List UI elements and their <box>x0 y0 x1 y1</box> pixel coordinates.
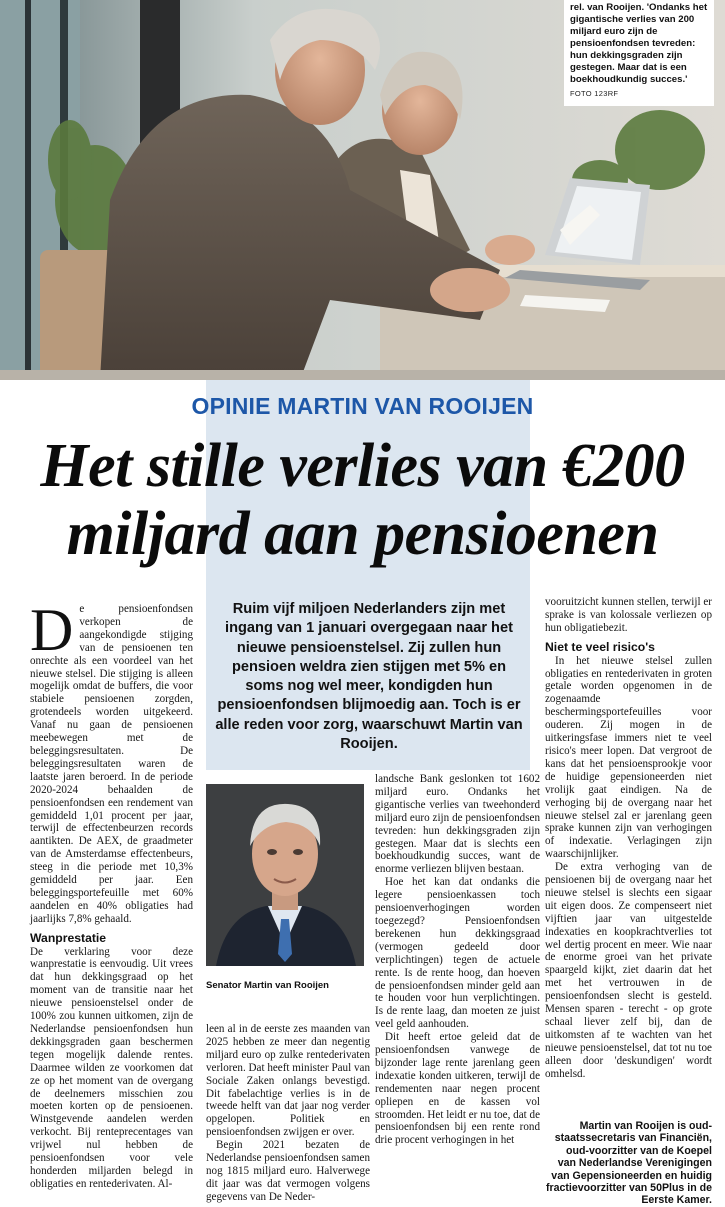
headline-line-1: Het stille verlies van €200 <box>40 432 685 500</box>
author-portrait <box>206 784 364 966</box>
paragraph: De extra verhoging van de pensioenen bij de overgang naar het nieuwe stelsel is slechts een sigaar uit eigen doos. Ze compenseert niet vijftien jaar van uitgestelde indexaties en koopkrachtverlies tot wel dertig procent en meer. Wie naar de enorme groei van het private spaargeld kijkt, ziet daarin dat het met het vertrouwen in de pensioenfondsen slecht is gesteld. Mensen sparen - terecht - op grote schaal liever zelf bij, dan de uitkomsten af te wachten van het nieuwe pensioenstelsel, dat tot nu toe alleen door 'deskundigen' wordt omhelsd. <box>545 861 712 1080</box>
paragraph: De verklaring voor deze wanprestatie is eenvoudig. Uit vrees dat hun dekkingsgraad op het moment van de transitie naar het nieuwe pensioenstelsel onder de 100% zou kunnen uitkomen, zijn de Nederlandse pensioenfondsen hun dekkingsgraden gaan beschermen tegen mogelijk dalende rentes. Daarmee wilden ze voorkomen dat ze op het moment van de overgang de deelnemers misschien zou moeten korten op de pensioenen. Winstgevende aandelen werden verkocht. Bij renteprecentages van vrijwel nul hebben de pensioenfondsen voor vele honderden miljarden belegd in obligaties en rentederivaten. Al- <box>30 945 193 1190</box>
subheading-wanprestatie: Wanprestatie <box>30 930 107 945</box>
paragraph: e pensioenfondsen verkopen de aangekondigde stijging van de pensioenen ten onrechte als een voordeel van het nieuwe stelsel. Die stijging is alleen mogelijk omdat de buffers, die voor stabiele pensioenen zorgden, grotendeels worden uitgekeerd. Vanaf nu gaan de pensioenen meebewegen met de beleggingsresultaten. De beleggingsresultaten waren de laatste jaren beroerd. In de periode 2020-2024 behaalden de pensioenfondsen een rendement van gemiddeld 1,01 procent per jaar, terwijl de effectenbeurzen records aantikten. De AEX, de graadmeter van de Amsterdamse effectenbeurs, steeg in die periode met 10,3% gemiddeld per jaar. Een beleggingsportefeuille met 60% aandelen en 40% obligaties had jaarlijks 7,8% gehaald. <box>30 603 193 925</box>
paragraph: In het nieuwe stelsel zullen obligaties en rentederivaten in groten getale worden opgenomen in de zogenaamde beschermingsportefeuilles voor ouderen. Zij mogen in de uitkeringsfase immers niet te veel risico's meer lopen. Dat vergroot de kans dat het pensioensprookje voor de huidige gepensioneerden niet vrolijk gaat eindigen. Na de verhoging bij de overgang naar het nieuwe stelsel zal er jarenlang geen sprake kunnen zijn van verhogingen of indexatie. Verlagingen zijn waarschijnlijker. <box>545 654 712 861</box>
paragraph: landsche Bank geslonken tot 1602 miljard euro. Ondanks het gigantische verlies van tweehonderd miljard euro zijn de pensioenfondsen tevreden: hun dekkingsgraden zijn gestegen. Maar dat is slechts een boekhoudkundig succes, want de enorme verliezen blijven bestaan. <box>375 773 540 876</box>
portrait-caption: Senator Martin van Rooijen <box>206 980 329 991</box>
paragraph: vooruitzicht kunnen stellen, terwijl er sprake is van kolossale verliezen op hun obligatiebezit. <box>545 596 712 634</box>
article-intro: Ruim vijf miljoen Nederlanders zijn met ingang van 1 januari overgegaan naar het nieuwe pensioenstelsel. Zij zullen hun pensioen weldra zien stijgen met 5% en soms nog wel meer, kondigden hun pensioenfondsen blijmoedig aan. Toch is er alle reden voor zorg, waarschuwt Martin van Rooijen. <box>215 601 523 753</box>
drop-cap: D <box>30 597 74 663</box>
column-2-lower <box>206 1023 370 1204</box>
paragraph: Dit heeft ertoe geleid dat de pensioenfondsen vanwege de bijzonder lage rente jarenlang geen indexatie konden uitkeren, terwijl de rendementen naar negen procent opliepen en de kassen vol stroomden. Het leidt er nu toe, dat de pensioenfondsen bij een rente rond drie procent verhogingen in het <box>375 1031 540 1147</box>
article-headline <box>0 432 725 568</box>
paragraph: leen al in de eerste zes maanden van 2025 hebben ze meer dan negentig miljard euro op zulke rentederivaten verloren. Dat heeft minister Paul van Sociale Zaken onlangs bevestigd. Dit fabelachtige verlies is in de tweede helft van dat jaar nog verder opgelopen. Politiek en pensioenfondsen zwijgen er over. <box>206 1023 370 1139</box>
column-3 <box>375 773 540 1147</box>
author-bio: Martin van Rooijen is oud-staatssecretaris van Financiën, oud-voorzitter van de Koepel van Nederlandse Verenigingen van Gepensioneerden en huidig fractievoorzitter van 50Plus in de Eerste Kamer. <box>545 1120 712 1207</box>
article-kicker: OPINIE MARTIN VAN ROOIJEN <box>191 393 534 419</box>
portrait-illustration <box>206 784 364 966</box>
hero-photo <box>0 0 725 380</box>
photo-caption-text: rel. van Rooijen. 'Ondanks het gigantische verlies van 200 miljard euro zijn de pensioenfondsen tevreden: hun dekkingsgraden zijn gestegen. Maar dat is een boekhoudkundig succes.' <box>570 2 708 85</box>
photo-credit: FOTO 123RF <box>570 89 619 98</box>
column-1 <box>30 597 193 1191</box>
photo-caption <box>564 0 714 106</box>
paragraph: Begin 2021 bezaten de Nederlandse pensioenfondsen samen nog 1815 miljard euro. Halverwege dit jaar was dat vermogen volgens gegevens van De Neder- <box>206 1139 370 1203</box>
paragraph: Hoe het kan dat ondanks die legere pensioenkassen toch pensioenverhogingen worden toegezegd? Pensioenfondsen berekenen hun dekkingsgraad (vermogen gedeeld door verplichtingen) tegen de actuele rente. Is de rente hoog, dan hoeven de pensioenfondsen minder geld aan te houden voor hun verplichtingen. Is de rente laag, dan moeten ze juist veel geld aanhouden. <box>375 876 540 1031</box>
headline-line-2: miljard aan pensioenen <box>66 500 659 568</box>
column-4 <box>545 596 712 1081</box>
subheading-niet-te-veel-risicos: Niet te veel risico's <box>545 639 655 654</box>
